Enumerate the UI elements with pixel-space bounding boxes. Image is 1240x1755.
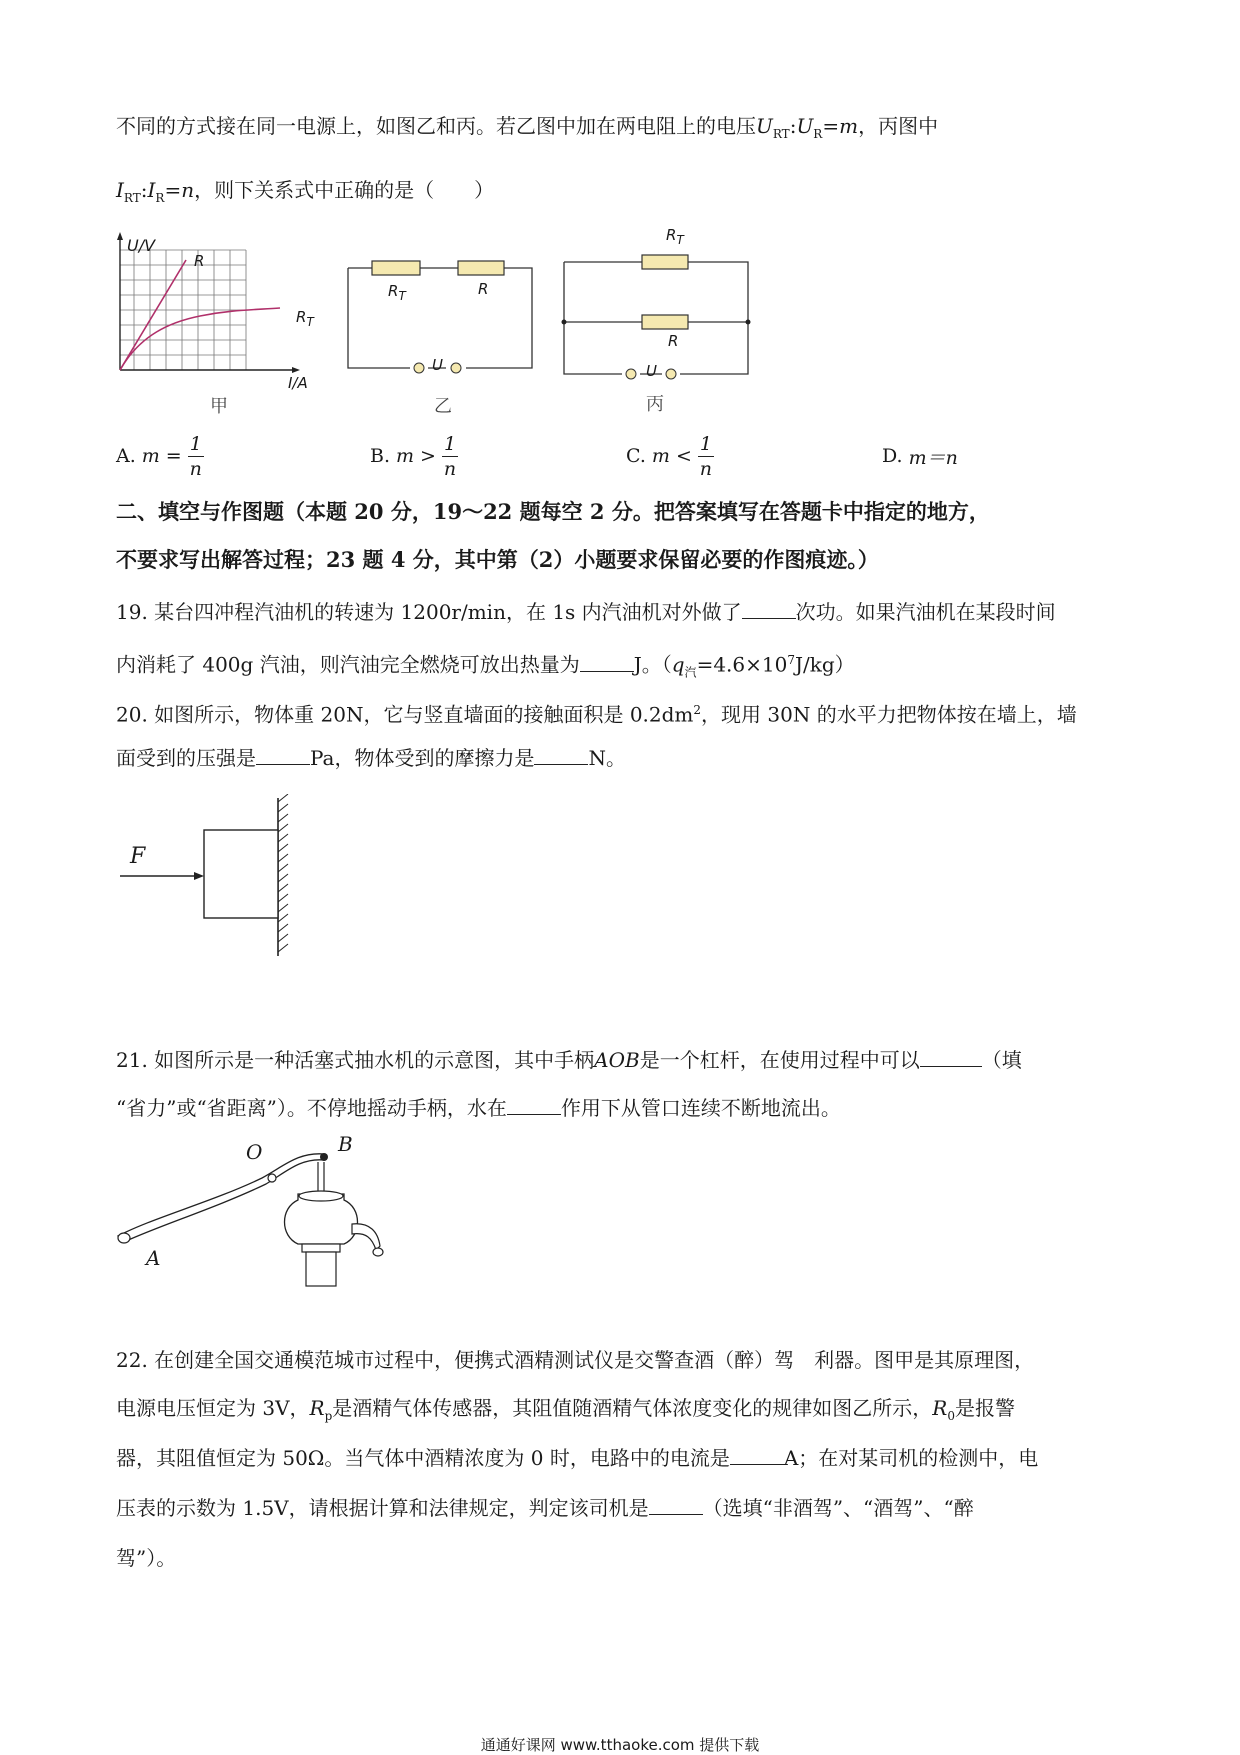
q19-line1: 19. 某台四冲程汽油机的转速为 1200r/min，在 1s 内汽油机对外做了 次功。如果汽油机在某段时间 — [116, 600, 1056, 624]
axis-x-label: I/A — [288, 374, 308, 392]
q20-blank-2[interactable] — [534, 746, 588, 765]
option-c[interactable]: C. m < $\frac{1}{n}$ — [626, 432, 713, 480]
q18-line2: $I_{RT}:I_R=n$，则下关系式中正确的是（ ） — [116, 178, 495, 205]
q22-blank-2[interactable] — [649, 1496, 703, 1515]
option-d[interactable]: D. m＝n — [882, 445, 958, 469]
q19-line2: 内消耗了 400g 汽油，则汽油完全燃烧可放出热量为 J。$(q_汽=4.6\times 10^7J/kg)$ — [116, 652, 855, 680]
label-rt-series: $R_T$ — [388, 282, 406, 303]
section2-line1: 二、填空与作图题（本题 20 分，19～22 题每空 2 分。把答案填写在答题卡中指定的地方， — [116, 499, 990, 524]
q22-blank-1[interactable] — [730, 1446, 784, 1465]
q20-line2: 面受到的压强是 Pa，物体受到的摩擦力是 N。 — [116, 746, 626, 770]
resistor-r-parallel — [642, 315, 688, 329]
q20-blank-1[interactable] — [256, 746, 310, 765]
label-u-parallel: U — [646, 362, 657, 380]
section2-line2: 不要求写出解答过程；23 题 4 分，其中第（2）小题要求保留必要的作图痕迹。） — [116, 547, 879, 572]
label-u-series: U — [432, 356, 443, 374]
caption-jia: 甲 — [210, 396, 228, 417]
label-o: O — [246, 1140, 263, 1164]
curve-rt-label: $R_T$ — [296, 308, 314, 329]
block — [204, 830, 278, 918]
label-r-series: R — [478, 280, 489, 298]
label-b: B — [338, 1132, 353, 1156]
resistor-rt-series — [372, 261, 420, 275]
curve-r-label: R — [194, 252, 205, 270]
q21-line1: 21. 如图所示是一种活塞式抽水机的示意图，其中手柄AOB是一个杠杆，在使用过程中可以 （填 — [116, 1048, 1022, 1072]
q19-blank-1[interactable] — [742, 600, 796, 619]
resistor-rt-parallel — [642, 255, 688, 269]
q20-line1: 20. 如图所示，物体重 20N，它与竖直墙面的接触面积是 $0.2dm^2$，现用 30N 的水平力把物体按在墙上，墙 — [116, 702, 1077, 727]
axis-y-label: U/V — [127, 236, 156, 255]
q22-line1: 22. 在创建全国交通模范城市过程中，便携式酒精测试仪是交警查酒（醉）驾 利器。图甲是其原理图， — [116, 1348, 1035, 1372]
q21-blank-1[interactable] — [920, 1048, 982, 1067]
q22-line2: 电源电压恒定为 3V，$R_p$是酒精气体传感器，其阻值随酒精气体浓度变化的规律如图乙所示，$R_0$是报警 — [116, 1396, 1015, 1423]
q21-blank-2[interactable] — [507, 1096, 561, 1115]
label-a: A — [146, 1246, 161, 1270]
curve-rt — [120, 308, 280, 370]
option-a[interactable]: A. m = $\frac{1}{n}$ — [116, 432, 202, 480]
caption-yi: 乙 — [434, 396, 452, 417]
u-rt-symbol: U — [756, 114, 773, 138]
force-label: F — [130, 844, 146, 869]
footer: 通通好课网 www.tthaoke.com 提供下载 — [480, 1736, 760, 1754]
q22-line5: 驾”）。 — [116, 1546, 177, 1570]
q22-line3: 器，其阻值恒定为 50Ω。当气体中酒精浓度为 0 时，电路中的电流是 A；在对某司机的检测中，电 — [116, 1446, 1039, 1470]
resistor-r-series — [458, 261, 504, 275]
caption-bing: 丙 — [646, 394, 664, 415]
q22-line4: 压表的示数为 1.5V，请根据计算和法律规定，判定该司机是 （选填“非酒驾”、“酒驾”、“醉 — [116, 1496, 974, 1520]
label-r-parallel: R — [668, 332, 679, 350]
q21-line2: “省力”或“省距离”）。不停地摇动手柄，水在 作用下从管口连续不断地流出。 — [116, 1096, 841, 1120]
q18-line1: 不同的方式接在同一电源上，如图乙和丙。若乙图中加在两电阻上的电压$U_{RT}:U_R=m$，丙图中 — [116, 114, 939, 141]
option-b[interactable]: B. m > $\frac{1}{n}$ — [370, 432, 457, 480]
label-rt-parallel: $R_T$ — [666, 226, 684, 247]
wall-block-figure — [110, 794, 310, 964]
q19-blank-2[interactable] — [580, 653, 634, 672]
curve-r — [120, 260, 186, 370]
